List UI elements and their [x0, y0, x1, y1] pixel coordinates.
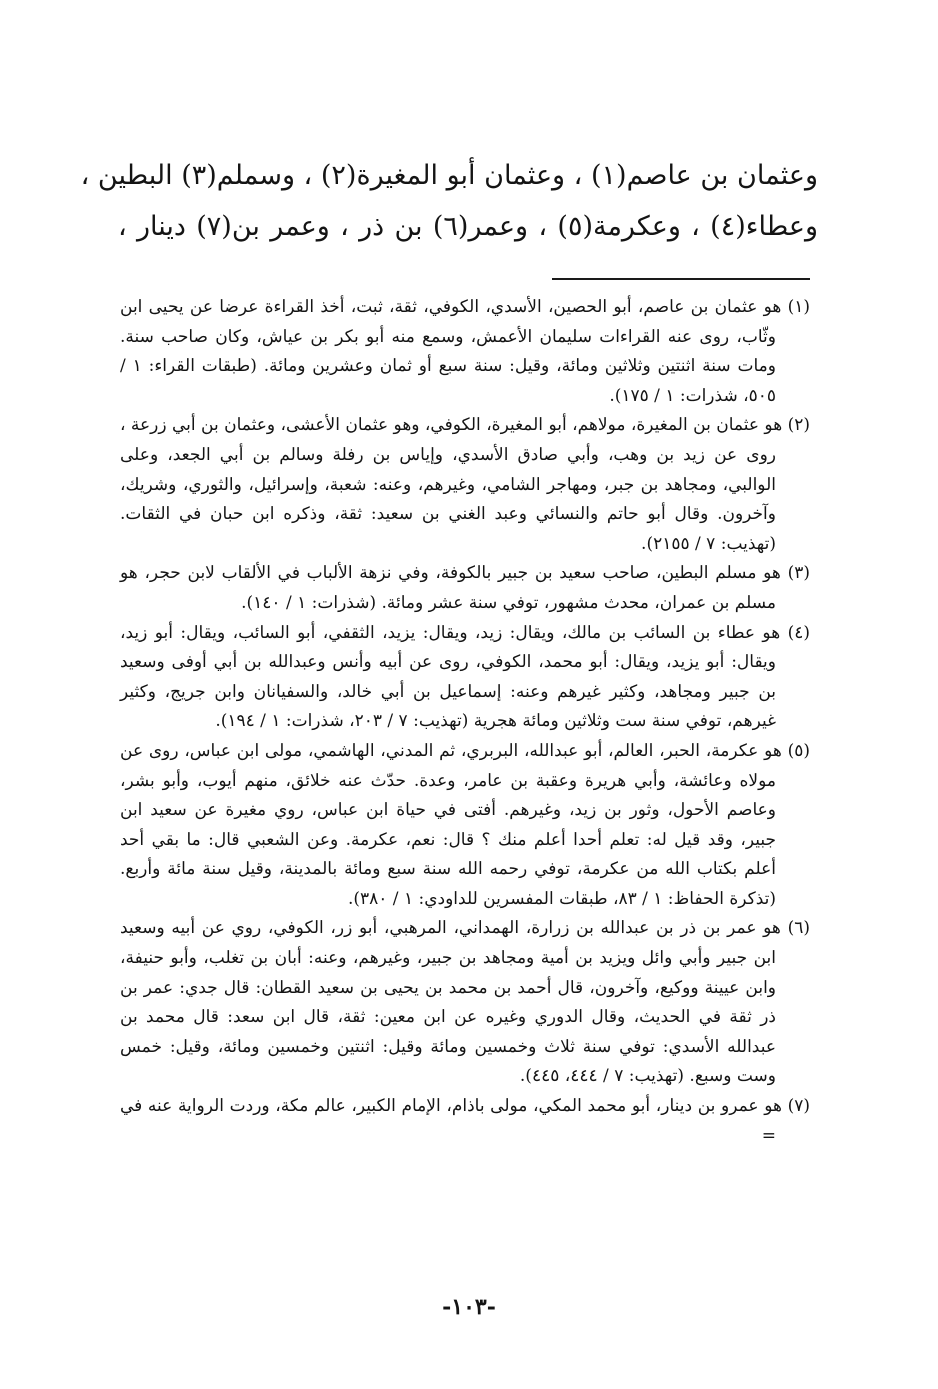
footnote-5: (٥) هو عكرمة، الحبر، العالم، أبو عبدالله، البربري، ثم المدني، الهاشمي، مولى ابن عباس، روى عن مولاه وعائشة، وأبي هريرة وعقبة بن عامر، وعدة. حدّث عنه خلائق، منهم أيوب، وأبو بشر، وعاصم الأحول، وثور بن زيد، وغيرهم. أفتى في حياة ابن عباس، روي مغيرة عن سعيد ابن جبير، وقد قيل له: تعلم أحدا أعلم منك ؟ قال: نعم، عكرمة. وعن الشعبي قال: ما بقي أحد أعلم بكتاب الله من عكرمة، توفي رحمه الله سنة سبع ومائة بالمدينة، وقيل سنة مائة وأربع. (تذكرة الحفاظ: ١ / ٨٣، طبقات المفسرين للداودي: ١ / ٣٨٠).: [120, 740, 810, 909]
page-number: -١٠٣-: [442, 1294, 496, 1320]
footnote-2: (٢) هو عثمان بن المغيرة، مولاهم، أبو المغيرة، الكوفي، وهو عثمان الأعشى، وعثمان بن أبي زرعة ، روى عن زيد بن وهب، وأبي صادق الأسدي، وإياس بن رفلة وسالم بن أبي الجعد، وعلى الوالبي، ومجاهد بن جبر، ومهاجر الشامي، وغيرهم، وعنه: شعبة، وإسرائيل، والثوري، وشريك، وآخرون. وقال أبو حاتم والنسائي وعبد الغني بن سعيد: ثقة، وذكره ابن حبان في الثقات. (تهذيب: ٧ / ٢١٥٥).: [120, 415, 810, 554]
footnote-6: (٦) هو عمر بن ذر بن عبدالله بن زرارة، الهمداني، المرهبي، أبو زر، الكوفي، روي عن أبيه وسعيد ابن جبير وأبي وائل ويزيد بن أمية ومجاهد بن جبير، وغيرهم، وعنه: أبان بن تغلب، وأبو حنيفة، وابن عيينة ووكيع، وآخرون، قال أحمد بن محمد بن يحيى بن سعيد القطان: قال جدي: عمر بن ذر ثقة في الحديث، وقال الدوري وغيره عن ابن معين: ثقة، قال ابن سعد: قال محمد بن عبدالله الأسدي: توفي سنة ثلاث وخمسين ومائة وقيل: اثنتين وخمسين ومائة، وقيل: خمس وست وسبع. (تهذيب: ٧ / ٤٤٤، ٤٤٥).: [120, 918, 810, 1087]
footnote-7: (٧) هو عمرو بن دينار، أبو محمد المكي، مولى باذام، الإمام الكبير، عالم مكة، وردت الرواية عنه في =: [120, 1096, 810, 1146]
footnote-separator-rule: [552, 278, 810, 280]
footnote-4: (٤) هو عطاء بن السائب بن مالك، ويقال: زيد، ويقال: يزيد، الثقفي، أبو السائب، ويقال: أبو زيد، ويقال: أبو يزيد، ويقال: أبو محمد، الكوفي، روى عن أبيه وأنس وعبدالله بن أبي أوفى وسعيد بن جبير ومجاهد، وكثير غيرهم وعنه: إسماعيل بن أبي خالد، والسفيانان وابن جريج، وكثير غيرهم، توفي سنة ست وثلاثين ومائة هجرية (تهذيب: ٧ / ٢٠٣، شذرات: ١ / ١٩٤).: [120, 622, 810, 732]
footnote-1: (١) هو عثمان بن عاصم، أبو الحصين، الأسدي، الكوفي، ثقة، ثبت، أخذ القراءة عرضا عن يحيى ابن وثّاب، روى عنه القراءات سليمان الأعمش، وسمع منه أبو بكر بن عياش، وكان صاحب سنة. ومات سنة اثنتين وثلاثين ومائة، وقيل: سنة سبع أو ثمان وعشرين ومائة. (طبقات القراء: ١ / ٥٠٥، شذرات: ١ / ١٧٥).: [120, 297, 810, 406]
main-text-line-2: وعطاء(٤) ، وعكرمة(٥) ، وعمر(٦) بن ذر ، وعمر بن(٧) دينار ،: [118, 211, 818, 242]
main-text-block: [80, 150, 818, 252]
footnotes-section: [120, 293, 810, 1151]
main-text-line-1: وعثمان بن عاصم(١) ، وعثمان أبو المغيرة(٢) ، وسملم(٣) البطين ،: [80, 160, 818, 191]
footnote-3: (٣) هو مسلم البطين، صاحب سعيد بن جبير بالكوفة، وفي نزهة الألباب في الألقاب لابن حجر، هو مسلم بن عمران، محدث مشهور، توفي سنة عشر ومائة. (شذرات: ١ / ١٤٠).: [120, 563, 810, 613]
